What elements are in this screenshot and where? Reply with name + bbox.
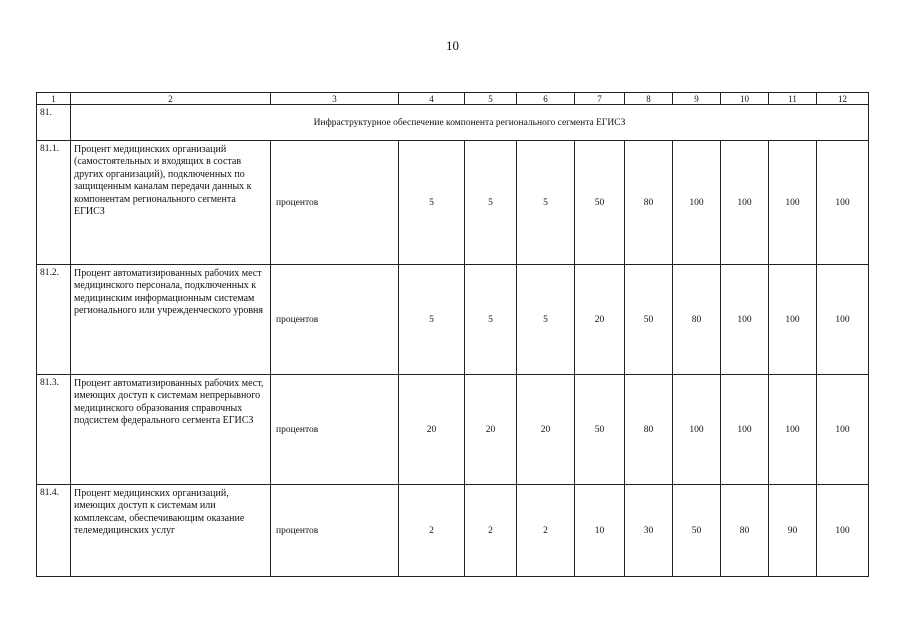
value-cell: 100 bbox=[817, 485, 869, 577]
value-cell: 100 bbox=[673, 141, 721, 265]
unit-cell: процентов bbox=[271, 485, 399, 577]
value-cell: 100 bbox=[817, 265, 869, 375]
row-number: 81.4. bbox=[37, 485, 71, 577]
page-number: 10 bbox=[446, 38, 459, 53]
value-cell: 5 bbox=[465, 141, 517, 265]
column-number: 9 bbox=[673, 93, 721, 105]
column-number: 3 bbox=[271, 93, 399, 105]
column-number: 2 bbox=[71, 93, 271, 105]
value-cell: 100 bbox=[769, 375, 817, 485]
value-cell: 80 bbox=[721, 485, 769, 577]
value-cell: 100 bbox=[769, 141, 817, 265]
row-number: 81.3. bbox=[37, 375, 71, 485]
value-cell: 90 bbox=[769, 485, 817, 577]
value-cell: 100 bbox=[673, 375, 721, 485]
column-number: 1 bbox=[37, 93, 71, 105]
value-cell: 5 bbox=[517, 141, 575, 265]
value-cell: 50 bbox=[625, 265, 673, 375]
value-cell: 100 bbox=[817, 141, 869, 265]
value-cell: 2 bbox=[465, 485, 517, 577]
value-cell: 100 bbox=[769, 265, 817, 375]
unit-cell: процентов bbox=[271, 141, 399, 265]
section-number: 81. bbox=[37, 105, 71, 141]
indicator-name: Процент автоматизированных рабочих мест медицинского персонала, подключенных к медицинским информационным системам регионального или учрежденческого уровня bbox=[71, 265, 271, 375]
value-cell: 100 bbox=[817, 375, 869, 485]
value-cell: 5 bbox=[465, 265, 517, 375]
value-cell: 100 bbox=[721, 141, 769, 265]
column-number: 4 bbox=[399, 93, 465, 105]
section-row bbox=[37, 105, 869, 141]
value-cell: 50 bbox=[575, 141, 625, 265]
section-title: Инфраструктурное обеспечение компонента регионального сегмента ЕГИСЗ bbox=[71, 105, 869, 141]
value-cell: 5 bbox=[399, 141, 465, 265]
value-cell: 20 bbox=[517, 375, 575, 485]
row-number: 81.1. bbox=[37, 141, 71, 265]
value-cell: 50 bbox=[575, 375, 625, 485]
column-number-row bbox=[37, 93, 869, 105]
value-cell: 50 bbox=[673, 485, 721, 577]
table-row bbox=[37, 141, 869, 265]
column-number: 12 bbox=[817, 93, 869, 105]
value-cell: 5 bbox=[517, 265, 575, 375]
row-number: 81.2. bbox=[37, 265, 71, 375]
column-number: 5 bbox=[465, 93, 517, 105]
unit-cell: процентов bbox=[271, 265, 399, 375]
value-cell: 2 bbox=[517, 485, 575, 577]
value-cell: 100 bbox=[721, 265, 769, 375]
table-row bbox=[37, 375, 869, 485]
column-number: 7 bbox=[575, 93, 625, 105]
indicator-name: Процент медицинских организаций (самостоятельных и входящих в состав других организаций), подключенных по защищенным каналам передачи данных к компонентам регионального сегмента ЕГИСЗ bbox=[71, 141, 271, 265]
value-cell: 30 bbox=[625, 485, 673, 577]
table-row bbox=[37, 485, 869, 577]
table-row bbox=[37, 265, 869, 375]
column-number: 6 bbox=[517, 93, 575, 105]
column-number: 11 bbox=[769, 93, 817, 105]
indicator-name: Процент медицинских организаций, имеющих доступ к системам или комплексам, обеспечивающим оказание телемедицинских услуг bbox=[71, 485, 271, 577]
value-cell: 20 bbox=[399, 375, 465, 485]
value-cell: 5 bbox=[399, 265, 465, 375]
value-cell: 10 bbox=[575, 485, 625, 577]
value-cell: 20 bbox=[465, 375, 517, 485]
value-cell: 100 bbox=[721, 375, 769, 485]
indicators-table bbox=[36, 92, 869, 577]
value-cell: 80 bbox=[625, 375, 673, 485]
column-number: 8 bbox=[625, 93, 673, 105]
value-cell: 2 bbox=[399, 485, 465, 577]
value-cell: 80 bbox=[673, 265, 721, 375]
value-cell: 20 bbox=[575, 265, 625, 375]
column-number: 10 bbox=[721, 93, 769, 105]
indicator-name: Процент автоматизированных рабочих мест, имеющих доступ к системам непрерывного медицинского образования справочных подсистем федерального сегмента ЕГИСЗ bbox=[71, 375, 271, 485]
value-cell: 80 bbox=[625, 141, 673, 265]
unit-cell: процентов bbox=[271, 375, 399, 485]
